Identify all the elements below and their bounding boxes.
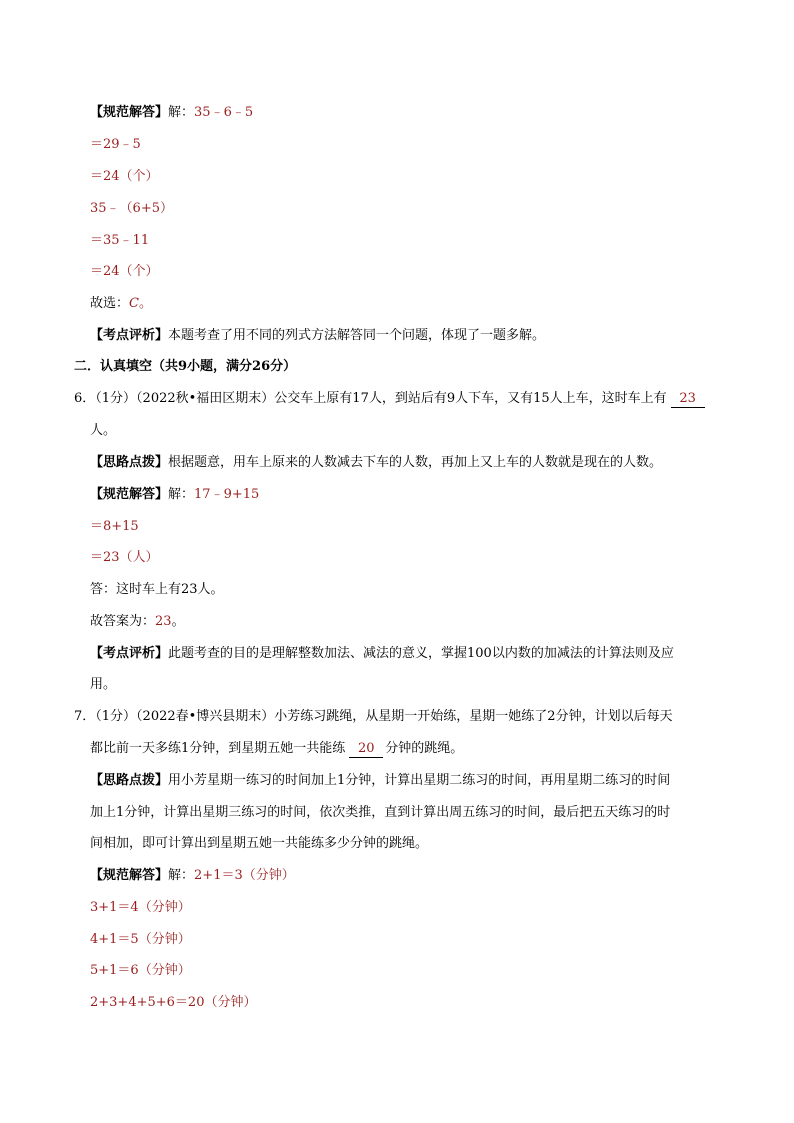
q6-answer-line [90, 580, 224, 600]
q7-hint-3: 间相加，即可计算出到星期五她一共能练多少分钟的跳绳。 [90, 836, 429, 851]
q7-stem-2-post: 分钟的跳绳。 [385, 741, 464, 756]
q7-solution-line [90, 866, 295, 886]
q5-analysis-line [90, 326, 545, 346]
q5-solution-line [90, 103, 253, 123]
q6-answer-prefix: 答： [90, 582, 117, 597]
q7-stem-2-pre: 都比前一天多练1分钟，到星期五她一共能练 [90, 741, 346, 756]
q7-solution-head: 解： [168, 868, 195, 883]
q6-answer-text: 这时车上有23人。 [116, 582, 224, 597]
q6-analysis-tag: 【考点评析】 [90, 646, 169, 661]
q7-step-1: 3+1＝4（分钟） [90, 900, 191, 915]
q5-analysis-tag: 【考点评析】 [90, 328, 169, 343]
q5-solution-head: 解： [168, 105, 195, 120]
q7-hint-1: 用小芳星期一练习的时间加上1分钟，计算出星期二练习的时间，再用星期二练习的时间 [168, 773, 671, 788]
q6-blank-value: 23 [679, 391, 696, 406]
q7-stem-line-2 [90, 739, 463, 759]
q6-step-2: ＝23（人） [90, 550, 159, 565]
q7-hint-line-1 [90, 771, 670, 791]
q5-choice-prefix: 故选： [90, 296, 130, 311]
q6-hint-line [90, 453, 662, 473]
q6-solution-expr: 17﹣9+15 [194, 487, 260, 502]
section-2-heading: 二．认真填空（共9小题，满分26分） [74, 359, 297, 374]
q7-solution-expr: 2+1＝3（分钟） [194, 868, 295, 883]
q6-step-1: ＝8+15 [90, 519, 139, 534]
q5-choice-suffix: 。 [138, 296, 152, 311]
q7-step-2: 4+1＝5（分钟） [90, 932, 191, 947]
q5-choice-value: C [129, 296, 139, 311]
q6-stem-end: 人。 [90, 423, 117, 438]
q6-answer-blank [671, 391, 705, 408]
q5-choice-line [90, 294, 152, 314]
q6-hint-tag: 【思路点拨】 [90, 455, 169, 470]
q6-final-value: 23 [155, 614, 172, 629]
q7-hint-2: 加上1分钟，计算出星期三练习的时间，依次类推，直到计算出周五练习的时间，最后把五天练习的时 [90, 805, 671, 820]
q6-final-prefix: 故答案为： [90, 614, 156, 629]
q5-step-3: 35﹣（6+5） [90, 201, 173, 216]
q5-solution-tag: 【规范解答】 [90, 105, 169, 120]
q6-stem: （1分）（2022秋•福田区期末）公交车上原有17人，到站后有9人下车，又有15人上车，这时车上有 [95, 391, 667, 406]
q6-analysis-line [90, 644, 674, 664]
q5-analysis-text: 本题考查了用不同的列式方法解答同一个问题，体现了一题多解。 [168, 328, 546, 343]
q6-hint-text: 根据题意，用车上原来的人数减去下车的人数，再加上又上车的人数就是现在的人数。 [168, 455, 663, 470]
q5-solution-expr: 35﹣6﹣5 [194, 105, 254, 120]
q6-number: 6． [74, 391, 96, 406]
q7-blank-value: 20 [358, 741, 375, 756]
q6-final-line [90, 612, 185, 632]
q7-stem-1: （1分）（2022春•博兴县期末）小芳练习跳绳，从星期一开始练，星期一她练了2分钟，计划以后每天 [95, 709, 673, 724]
q7-answer-blank [349, 741, 383, 758]
q7-step-3: 5+1＝6（分钟） [90, 963, 191, 978]
q6-solution-line [90, 485, 259, 505]
q6-solution-tag: 【规范解答】 [90, 487, 169, 502]
q6-final-suffix: 。 [171, 614, 185, 629]
q7-solution-tag: 【规范解答】 [90, 868, 169, 883]
q6-solution-head: 解： [168, 487, 195, 502]
q5-step-1: ＝29﹣5 [90, 137, 141, 152]
q5-step-2: ＝24（个） [90, 169, 159, 184]
q7-hint-tag: 【思路点拨】 [90, 773, 169, 788]
q6-analysis-text-1: 此题考查的目的是理解整数加法、减法的意义，掌握100以内数的加减法的计算法则及应 [168, 646, 674, 661]
q7-step-4: 2+3+4+5+6＝20（分钟） [90, 995, 257, 1010]
q5-step-5: ＝24（个） [90, 264, 159, 279]
q7-number: 7． [74, 709, 96, 724]
q6-analysis-text-2: 用。 [90, 677, 117, 692]
q7-stem-line-1 [74, 707, 673, 727]
q5-step-4: ＝35﹣11 [90, 233, 150, 248]
q6-stem-line [74, 389, 707, 409]
